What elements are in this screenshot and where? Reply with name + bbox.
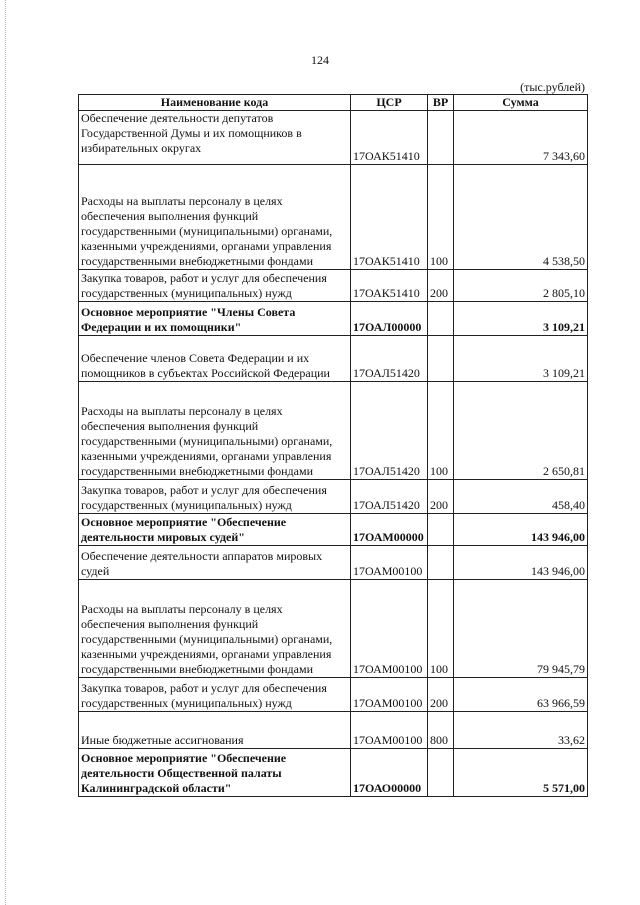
cell-code: 17ОАЛ51420 xyxy=(351,382,428,480)
cell-vr: 200 xyxy=(428,270,454,302)
header-sum: Сумма xyxy=(454,95,588,111)
cell-name: Основное мероприятие "Члены Совета Федерации и их помощники" xyxy=(79,302,351,336)
table-row xyxy=(79,514,588,546)
cell-code: 17ОАМ00100 xyxy=(351,546,428,580)
table-header-row xyxy=(79,95,588,111)
cell-vr xyxy=(428,749,454,797)
units-label: (тыс.рублей) xyxy=(520,80,585,94)
table-row xyxy=(79,165,588,270)
cell-name: Основное мероприятие "Обеспечение деятельности мировых судей" xyxy=(79,514,351,546)
budget-table xyxy=(78,94,588,797)
cell-sum: 2 805,10 xyxy=(454,270,588,302)
cell-code: 17ОАЛ51420 xyxy=(351,336,428,382)
cell-name: Иные бюджетные ассигнования xyxy=(79,712,351,749)
cell-vr xyxy=(428,336,454,382)
cell-name: Расходы на выплаты персоналу в целях обеспечения выполнения функций государственными (муниципальными) органами, казенными учреждениями, органами управления государственными внебюджетными фондами xyxy=(79,165,351,270)
table-row xyxy=(79,712,588,749)
cell-vr xyxy=(428,546,454,580)
table-row xyxy=(79,480,588,514)
cell-name: Обеспечение деятельности депутатов Государственной Думы и их помощников в избирательных округах xyxy=(79,111,351,165)
header-vr: ВР xyxy=(428,95,454,111)
cell-code: 17ОАМ00100 xyxy=(351,712,428,749)
header-name: Наименование кода xyxy=(79,95,351,111)
cell-name: Расходы на выплаты персоналу в целях обеспечения выполнения функций государственными (муниципальными) органами, казенными учреждениями, органами управления государственными внебюджетными фондами xyxy=(79,382,351,480)
page-number: 124 xyxy=(311,53,329,67)
cell-sum: 4 538,50 xyxy=(454,165,588,270)
table-row xyxy=(79,546,588,580)
cell-code: 17ОАК51410 xyxy=(351,270,428,302)
cell-vr: 100 xyxy=(428,382,454,480)
cell-code: 17ОАО00000 xyxy=(351,749,428,797)
table-row xyxy=(79,302,588,336)
table-row xyxy=(79,382,588,480)
table-row xyxy=(79,580,588,678)
cell-sum: 143 946,00 xyxy=(454,514,588,546)
cell-code: 17ОАМ00100 xyxy=(351,580,428,678)
cell-sum: 3 109,21 xyxy=(454,336,588,382)
cell-sum: 5 571,00 xyxy=(454,749,588,797)
cell-vr: 200 xyxy=(428,480,454,514)
cell-code: 17ОАК51410 xyxy=(351,165,428,270)
cell-code: 17ОАК51410 xyxy=(351,111,428,165)
table-row xyxy=(79,678,588,712)
cell-code: 17ОАЛ51420 xyxy=(351,480,428,514)
cell-sum: 63 966,59 xyxy=(454,678,588,712)
table-row xyxy=(79,749,588,797)
cell-sum: 3 109,21 xyxy=(454,302,588,336)
cell-sum: 2 650,81 xyxy=(454,382,588,480)
table-row xyxy=(79,111,588,165)
cell-vr: 100 xyxy=(428,165,454,270)
cell-code: 17ОАМ00000 xyxy=(351,514,428,546)
cell-name: Закупка товаров, работ и услуг для обеспечения государственных (муниципальных) нужд xyxy=(79,678,351,712)
scan-edge-mark xyxy=(5,0,6,905)
cell-name: Расходы на выплаты персоналу в целях обеспечения выполнения функций государственными (муниципальными) органами, казенными учреждениями, органами управления государственными внебюджетными фондами xyxy=(79,580,351,678)
cell-code: 17ОАМ00100 xyxy=(351,678,428,712)
cell-name: Закупка товаров, работ и услуг для обеспечения государственных (муниципальных) нужд xyxy=(79,480,351,514)
cell-sum: 458,40 xyxy=(454,480,588,514)
cell-vr xyxy=(428,302,454,336)
cell-vr xyxy=(428,514,454,546)
table-row xyxy=(79,336,588,382)
cell-sum: 143 946,00 xyxy=(454,546,588,580)
cell-code: 17ОАЛ00000 xyxy=(351,302,428,336)
cell-vr: 100 xyxy=(428,580,454,678)
cell-sum: 7 343,60 xyxy=(454,111,588,165)
cell-vr: 800 xyxy=(428,712,454,749)
cell-name: Основное мероприятие "Обеспечение деятельности Общественной палаты Калининградской области" xyxy=(79,749,351,797)
cell-vr xyxy=(428,111,454,165)
cell-sum: 79 945,79 xyxy=(454,580,588,678)
header-code: ЦСР xyxy=(351,95,428,111)
cell-name: Закупка товаров, работ и услуг для обеспечения государственных (муниципальных) нужд xyxy=(79,270,351,302)
cell-vr: 200 xyxy=(428,678,454,712)
cell-sum: 33,62 xyxy=(454,712,588,749)
cell-name: Обеспечение деятельности аппаратов мировых судей xyxy=(79,546,351,580)
table-row xyxy=(79,270,588,302)
cell-name: Обеспечение членов Совета Федерации и их помощников в субъектах Российской Федерации xyxy=(79,336,351,382)
